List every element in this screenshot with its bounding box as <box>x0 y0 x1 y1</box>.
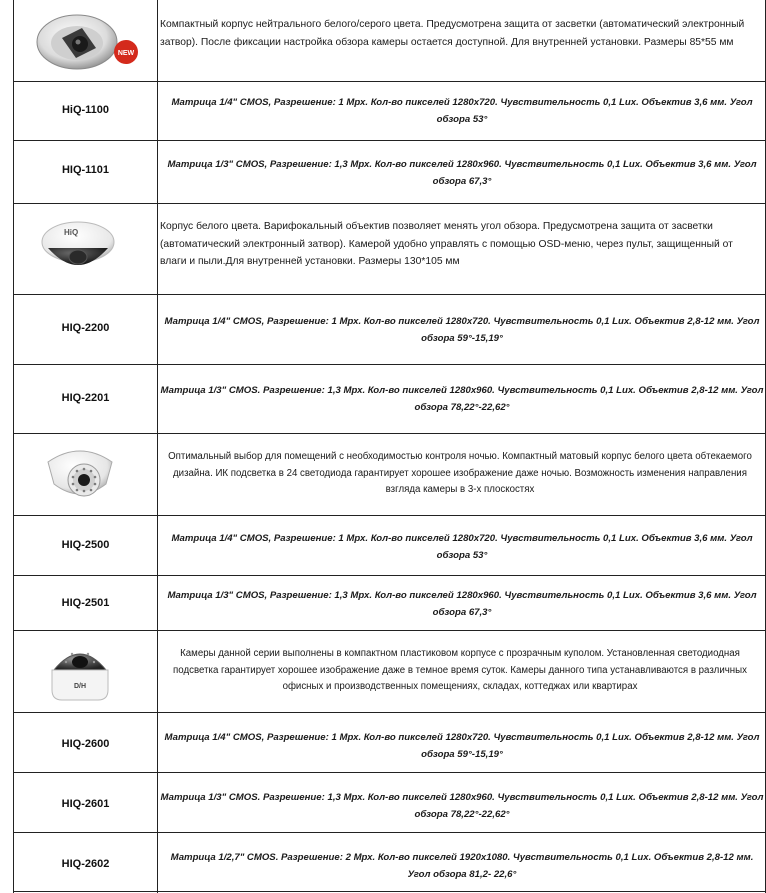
row-divider <box>13 772 766 773</box>
row-divider <box>13 81 766 82</box>
row-divider <box>13 515 766 516</box>
model-name: HIQ-2201 <box>61 392 110 404</box>
dome-camera-icon <box>32 10 142 72</box>
dome-camera-icon <box>38 212 118 284</box>
row-divider <box>13 364 766 365</box>
model-spec: Матрица 1/4" CMOS, Разрешение: 1 Мрх. Кол-во пикселей 1280x720. Чувствительность 0,1 Lux. Объектив 2,8-12 мм. Угол обзора 59°-15,19° <box>164 316 760 344</box>
model-name: HIQ-2600 <box>61 738 110 750</box>
row-divider <box>13 832 766 833</box>
model-name: HIQ-1101 <box>61 164 110 176</box>
product-description: Камеры данной серии выполнены в компактном пластиковом корпусе с прозрачным куполом. Установленная светодиодная подсветка гарантирует хорошее изображение даже в темное время суток. Камеры данного типа устанавливаются в различных офисных и производственных помещениях, складах, коттеджах или квартирах <box>173 648 747 692</box>
row-divider <box>13 630 766 631</box>
table-border-bottom <box>13 891 766 892</box>
model-name: HIQ-2602 <box>61 858 110 870</box>
model-spec: Матрица 1/3" CMOS, Разрешение: 1,3 Мрх. Кол-во пикселей 1280x960. Чувствительность 0,1 Lux. Объектив 3,6 мм. Угол обзора 67,3° <box>167 159 757 187</box>
row-divider <box>13 140 766 141</box>
model-spec: Матрица 1/2,7" CMOS. Разрешение: 2 Мрх. Кол-во пикселей 1920x1080. Чувствительность 0,1 Lux. Объектив 2,8-12 мм. Угол обзора 81,2- 22,6° <box>170 852 754 880</box>
model-spec: Матрица 1/3" CMOS, Разрешение: 1,3 Мрх. Кол-во пикселей 1280x960. Чувствительность 0,1 Lux. Объектив 3,6 мм. Угол обзора 67,3° <box>167 590 757 618</box>
row-divider <box>13 433 766 434</box>
model-name: HIQ-2200 <box>61 322 110 334</box>
model-spec: Матрица 1/4" CMOS, Разрешение: 1 Мрх. Кол-во пикселей 1280x720. Чувствительность 0,1 Lux. Объектив 3,6 мм. Угол обзора 53° <box>171 533 753 561</box>
table-border-left <box>13 0 14 893</box>
row-divider <box>13 712 766 713</box>
product-description: Оптимальный выбор для помещений с необходимостью контроля ночью. Компактный матовый корпус белого цвета обтекаемого дизайна. ИК подсветка в 24 светодиода гарантирует хорошее изображение даже ночью. Возможность изменения направления взгляда камеры в 3-х плоскостях <box>168 451 752 495</box>
model-name: HIQ-2500 <box>61 539 110 551</box>
row-divider <box>13 203 766 204</box>
row-divider <box>13 575 766 576</box>
model-spec: Матрица 1/3" CMOS. Разрешение: 1,3 Мрх. Кол-во пикселей 1280x960. Чувствительность 0,1 Lux. Объектив 2,8-12 мм. Угол обзора 78,22°-22,62° <box>160 385 764 413</box>
model-name: HiQ-1100 <box>61 104 110 116</box>
svg-text:NEW: NEW <box>117 50 135 57</box>
product-description: Корпус белого цвета. Варифокальный объектив позволяет менять угол обзора. Предусмотрена защита от засветки (автоматический электронный затвор). Камерой удобно управлять с помощью OSD-меню, через пульт, защищенный от влаги и пыли.Для внутренней установки. Размеры 130*105 мм <box>160 221 733 267</box>
model-name: HIQ-2601 <box>61 798 110 810</box>
product-description: Компактный корпус нейтрального белого/серого цвета. Предусмотрена защита от засветки (автоматический электронный затвор). После фиксации настройка обзора камеры остается доступной. Для внутренней установки. Размеры 85*55 мм <box>160 19 745 48</box>
model-spec: Матрица 1/4" CMOS, Разрешение: 1 Мрх. Кол-во пикселей 1280x720. Чувствительность 0,1 Lux. Объектив 2,8-12 мм. Угол обзора 59°-15,19° <box>164 732 760 760</box>
svg-text:D/H: D/H <box>74 683 87 690</box>
ir-dome-camera-icon <box>42 440 118 508</box>
clear-dome-camera-icon <box>48 640 112 704</box>
svg-text:HiQ: HiQ <box>64 228 79 237</box>
model-spec: Матрица 1/4" CMOS, Разрешение: 1 Мрх. Кол-во пикселей 1280x720. Чувствительность 0,1 Lux. Объектив 3,6 мм. Угол обзора 53° <box>171 97 753 125</box>
model-spec: Матрица 1/3" CMOS. Разрешение: 1,3 Мрх. Кол-во пикселей 1280x960. Чувствительность 0,1 Lux. Объектив 2,8-12 мм. Угол обзора 78,22°-22,62° <box>160 792 764 820</box>
row-divider <box>13 294 766 295</box>
table-column-divider <box>157 0 158 893</box>
model-name: HIQ-2501 <box>61 597 110 609</box>
